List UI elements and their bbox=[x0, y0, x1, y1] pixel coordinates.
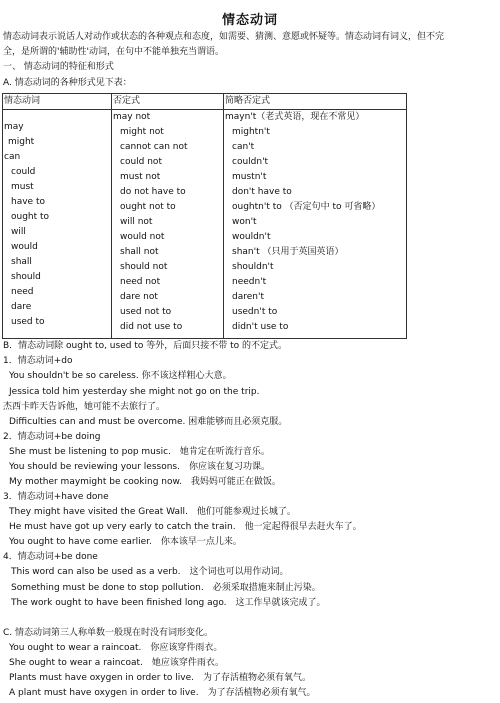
page-title: 情态动词 bbox=[221, 13, 278, 28]
table-cell: won't bbox=[232, 217, 257, 227]
table-cell: couldn't bbox=[232, 157, 269, 167]
example-sentence: 杰西卡昨天告诉他，她可能不去旅行了。 bbox=[3, 402, 166, 412]
table-cell: may not bbox=[113, 112, 151, 122]
table-cell: can't bbox=[232, 142, 255, 152]
item-label: 4．情态动词+be done bbox=[3, 552, 98, 562]
item-label: 3．情态动词+have done bbox=[3, 492, 109, 502]
table-cell: ought not to bbox=[120, 202, 176, 212]
example-sentence: My mother maymight be cooking now. 我妈妈可能正在做饭。 bbox=[9, 477, 281, 487]
table-cell: don't have to bbox=[232, 187, 292, 197]
example-sentence: This word can also be used as a verb. 这个词也可以用作动词。 bbox=[11, 567, 289, 577]
table-cell: do not have to bbox=[120, 187, 186, 197]
example-sentence: You ought to wear a raincoat. 你应该穿件雨衣。 bbox=[9, 643, 223, 653]
table-cell: used not to bbox=[120, 307, 172, 317]
intro-line: 情态动词表示说话人对动作或状态的各种观点和态度，如需要、猜测、意愿或怀疑等。情态动词有词义，但不完 bbox=[3, 32, 445, 42]
table-header: 否定式 bbox=[112, 94, 224, 110]
table-cell: could not bbox=[120, 157, 162, 167]
table-cell: wouldn't bbox=[232, 232, 271, 242]
table-cell: mightn't bbox=[232, 127, 270, 137]
example-sentence: Something must be done to stop pollution. 必须采取措施来制止污染。 bbox=[11, 583, 321, 593]
table-cell: shall bbox=[11, 257, 32, 267]
modal-verb-forms-table bbox=[2, 93, 407, 339]
table-cell: shan't （只用于英国英语） bbox=[232, 247, 344, 257]
example-sentence: She must be listening to pop music. 她肯定在听流行音乐。 bbox=[9, 447, 270, 457]
example-sentence: A plant must have oxygen in order to live. 为了存活植物必须有氧气。 bbox=[9, 688, 316, 698]
table-cell: oughtn't to （否定句中 to 可省略） bbox=[232, 202, 381, 212]
section-subheading: A. 情态动词的各种形式见下表： bbox=[3, 78, 132, 88]
table-cell: should bbox=[11, 272, 41, 282]
table-cell: must bbox=[11, 182, 34, 192]
table-cell: daren't bbox=[232, 292, 264, 302]
example-sentence: You shouldn't be so careless. 你不该这样粗心大意。 bbox=[9, 371, 232, 381]
example-sentence: She ought to wear a raincoat. 她应该穿件雨衣。 bbox=[9, 658, 224, 668]
table-cell: didn't use to bbox=[232, 322, 289, 332]
section-heading: C. 情态动词第三人称单数一般现在时没有词形变化。 bbox=[3, 628, 214, 638]
section-heading: 一、 情态动词的特征和形式 bbox=[3, 62, 114, 72]
table-cell: need bbox=[11, 287, 34, 297]
negative-form-column bbox=[112, 110, 224, 339]
table-cell: will not bbox=[120, 217, 153, 227]
table-cell: may bbox=[4, 122, 24, 132]
table-cell: would bbox=[11, 242, 38, 252]
table-cell: shouldn't bbox=[232, 262, 274, 272]
table-row bbox=[3, 110, 407, 339]
example-sentence: He must have got up very early to catch the train. 他一定起得很早去赶火车了。 bbox=[9, 522, 362, 532]
table-cell: might bbox=[8, 137, 35, 147]
example-sentence: You should be reviewing your lessons. 你应该在复习功课。 bbox=[9, 462, 270, 472]
table-cell: ought to bbox=[11, 212, 50, 222]
table-cell: dare not bbox=[120, 292, 158, 302]
table-cell: needn't bbox=[232, 277, 267, 287]
table-cell: might not bbox=[120, 127, 164, 137]
table-header: 情态动词 bbox=[3, 94, 112, 110]
table-cell: mayn't（老式英语，现在不常见） bbox=[225, 112, 365, 122]
example-sentence: You ought to have come earlier. 你本该早一点儿来。 bbox=[9, 537, 242, 547]
example-sentence: Difficulties can and must be overcome. 困难能够而且必须克服。 bbox=[9, 417, 288, 427]
item-label: 2．情态动词+be doing bbox=[3, 432, 101, 442]
example-sentence: Jessica told him yesterday she might not go on the trip. bbox=[9, 387, 260, 397]
table-header: 简略否定式 bbox=[224, 94, 407, 110]
table-cell: will bbox=[11, 227, 26, 237]
table-cell: cannot can not bbox=[120, 142, 188, 152]
table-cell: dare bbox=[11, 302, 32, 312]
table-cell: need not bbox=[120, 277, 161, 287]
table-cell: shall not bbox=[120, 247, 159, 257]
section-heading: B．情态动词除 ought to, used to 等外，后面只接不带 to 的不定式。 bbox=[3, 341, 287, 351]
example-sentence: They might have visited the Great Wall. 他们可能参观过长城了。 bbox=[9, 507, 296, 517]
item-label: 1．情态动词+do bbox=[3, 356, 73, 366]
table-cell: could bbox=[11, 167, 36, 177]
table-cell: should not bbox=[120, 262, 168, 272]
table-cell: used to bbox=[11, 317, 45, 327]
example-sentence: Plants must have oxygen in order to live. 为了存活植物必须有氧气。 bbox=[9, 673, 311, 683]
short-negative-column bbox=[224, 110, 407, 339]
example-sentence: The work ought to have been finished long ago. 这工作早就该完成了。 bbox=[11, 598, 326, 608]
table-header-row bbox=[3, 94, 407, 110]
table-cell: must not bbox=[120, 172, 161, 182]
table-cell: have to bbox=[11, 197, 45, 207]
table-cell: would not bbox=[120, 232, 165, 242]
modal-verb-column bbox=[3, 110, 112, 339]
intro-line: 全，是所谓的'辅助性'动词，在句中不能单独充当谓语。 bbox=[3, 47, 224, 57]
table-cell: can bbox=[4, 152, 21, 162]
table-cell: did not use to bbox=[120, 322, 183, 332]
table-cell: usedn't to bbox=[232, 307, 278, 317]
table-cell: mustn't bbox=[232, 172, 267, 182]
